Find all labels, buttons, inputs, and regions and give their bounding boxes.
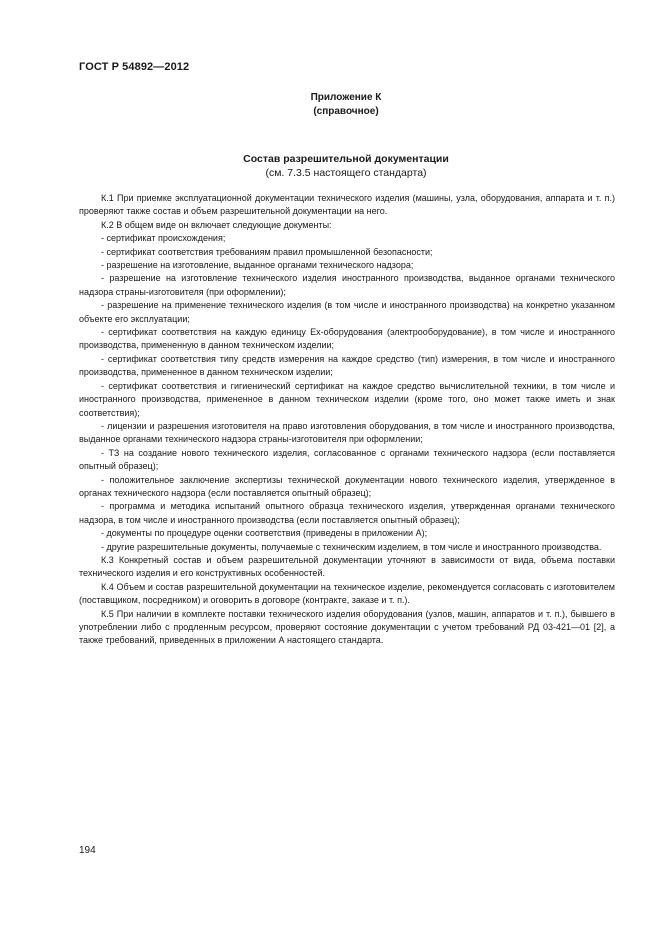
page-number: 194: [79, 845, 96, 856]
list-item: - другие разрешительные документы, получаемые с техническим изделием, в том числе и иностранного производства.: [101, 541, 602, 552]
paragraph: К.2 В общем виде он включает следующие документы:: [101, 219, 332, 230]
list-item: - сертификат соответствия типу средств измерения на каждое средство (тип) измерения, в том числе и иностранного производства, примененное в данном техническом изделии;: [79, 353, 615, 378]
list-item: - положительное заключение экспертизы технической документации нового технического изделия, утвержденное в органах технического надзора (если поставляется опытный образец);: [79, 474, 615, 498]
paragraph: К.3 Конкретный состав и объем разрешительной документации уточняют в зависимости от вида, объема поставки технического изделия и его конструктивных особенностей.: [79, 554, 615, 579]
list-item: - сертификат происхождения;: [101, 233, 226, 244]
list-item: - ТЗ на создание нового технического изделия, согласованное с органами технического надзора (если поставляется опытный образец);: [79, 447, 615, 472]
list-item: - разрешение на изготовление технического изделия иностранного производства, выданное органами технического надзора страны-изготовителя (при оформлении);: [79, 273, 615, 297]
paragraph: К.5 При наличии в комплекте поставки технического изделия оборудования (узлов, машин, аппаратов и т. п.), бывшего в употреблении либо с продленным ресурсом, проверяют состояние документации с учетом требований РД 03-421—01 [2], а также требований, приведенных в приложении А настоящего стандарта.: [79, 608, 615, 646]
list-item: - разрешение на применение технического изделия (в том числе и иностранного производства) на конкретно указанном объекте его эксплуатации;: [79, 300, 615, 324]
list-item: - разрешение на изготовление, выданное органами технического надзора;: [101, 260, 414, 271]
appendix-heading: [200, 91, 492, 119]
list-item: - программа и методика испытаний опытного образца технического изделия, утвержденная органами технического надзора, в том числе и иностранного производства (если поставляется опытный образец);: [79, 501, 615, 525]
list-item: - сертификат соответствия на каждую единицу Ex-оборудования (электрооборудование), в том числе и иностранного производства, примененную в данном техническом изделии;: [79, 327, 615, 351]
section-title: Состав разрешительной документации: [243, 153, 449, 165]
standard-header: ГОСТ Р 54892—2012: [79, 61, 190, 73]
body-text: [79, 192, 615, 648]
paragraph: К.1 При приемке эксплуатационной документации технического изделия (машины, узла, оборудования, аппарата и т. п.) проверяют также состав и объем разрешительной документации на него.: [79, 193, 615, 217]
list-item: - документы по процедуре оценки соответствия (приведены в приложении А);: [101, 528, 428, 539]
list-item: - сертификат соответствия и гигиенический сертификат на каждое средство вычислительной техники, в том числе и иностранного производства, примененное в данном техническом изделии (кроме того, оно может также иметь и знак соответствия);: [79, 380, 615, 418]
section-heading: [140, 152, 552, 180]
section-subtitle: (см. 7.3.5 настоящего стандарта): [265, 167, 427, 179]
list-item: - сертификат соответствия требованиям правил промышленной безопасности;: [101, 246, 433, 257]
appendix-subtitle: (справочное): [313, 106, 379, 117]
appendix-title: Приложение К: [310, 92, 382, 103]
list-item: - лицензии и разрешения изготовителя на право изготовления оборудования, в том числе и иностранного производства, выданное органами технического надзора страны-изготовителя при оформлении;: [79, 420, 615, 445]
paragraph: К.4 Объем и состав разрешительной документации на техническое изделие, рекомендуется согласовать с изготовителем (поставщиком, посредником) и оговорить в договоре (контракте, заказе и т. п.).: [79, 581, 615, 606]
